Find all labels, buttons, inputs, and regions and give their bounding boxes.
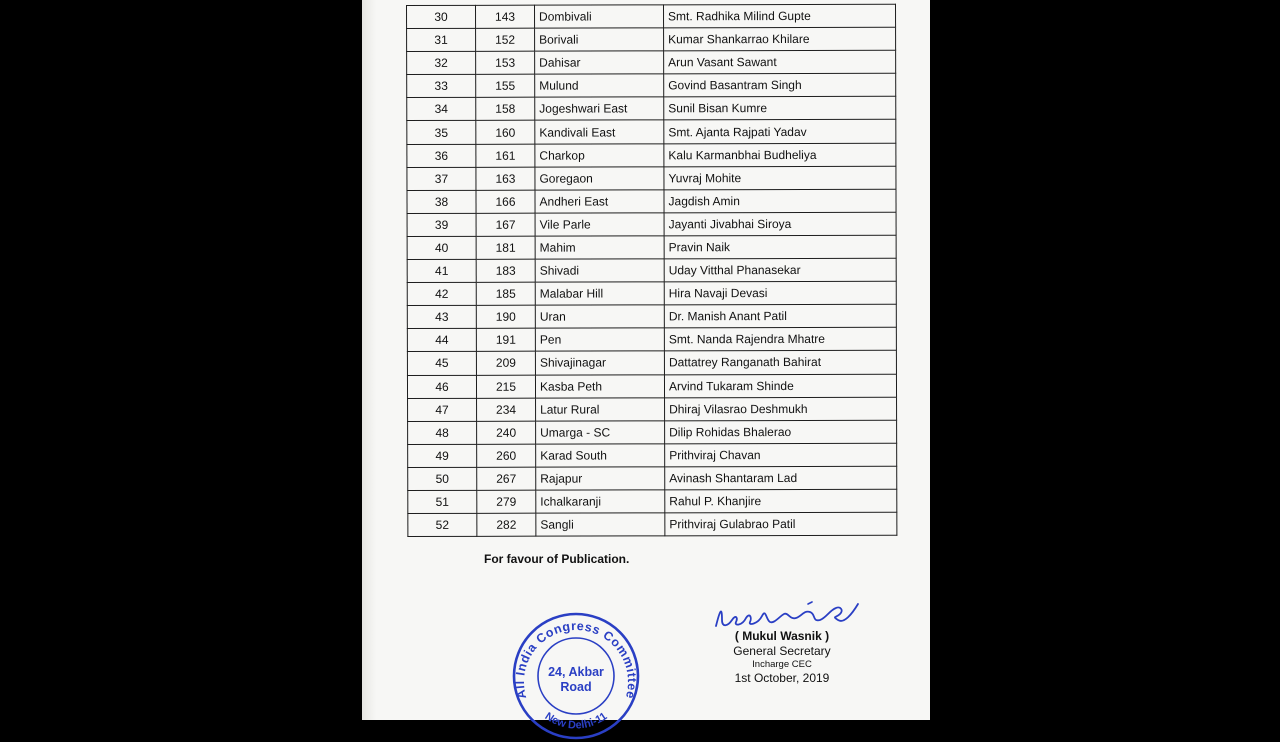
- ac-number-cell: 158: [476, 98, 535, 121]
- ac-number-cell: 185: [476, 282, 535, 305]
- constituency-cell: Rajapur: [536, 467, 665, 490]
- candidate-name-cell: Smt. Ajanta Rajpati Yadav: [664, 120, 896, 144]
- constituency-cell: Shivajinagar: [535, 351, 664, 374]
- constituency-cell: Ichalkaranji: [536, 490, 665, 513]
- constituency-cell: Pen: [535, 328, 664, 351]
- serial-number-cell: 46: [407, 375, 476, 398]
- candidate-table-body: [407, 4, 897, 536]
- table-row: [407, 50, 896, 74]
- ac-number-cell: 282: [477, 513, 536, 536]
- ac-number-cell: 234: [477, 398, 536, 421]
- constituency-cell: Uran: [535, 305, 664, 328]
- constituency-cell: Vile Parle: [535, 213, 664, 236]
- serial-number-cell: 51: [408, 490, 477, 513]
- ac-number-cell: 152: [476, 28, 535, 51]
- serial-number-cell: 32: [407, 52, 476, 75]
- candidate-name-cell: Arun Vasant Sawant: [664, 50, 896, 74]
- publication-note: For favour of Publication.: [484, 552, 630, 566]
- table-row: [408, 489, 897, 513]
- candidate-name-cell: Smt. Radhika Milind Gupte: [664, 4, 896, 28]
- candidate-name-cell: Dilip Rohidas Bhalerao: [665, 420, 897, 444]
- signatory-block: [722, 629, 842, 686]
- candidate-name-cell: Pravin Naik: [664, 235, 896, 259]
- candidate-name-cell: Prithviraj Gulabrao Patil: [665, 512, 897, 536]
- ac-number-cell: 215: [476, 375, 535, 398]
- serial-number-cell: 36: [407, 144, 476, 167]
- serial-number-cell: 42: [407, 282, 476, 305]
- signatory-name: ( Mukul Wasnik ): [734, 629, 830, 643]
- constituency-cell: Shivadi: [535, 259, 664, 282]
- ac-number-cell: 181: [476, 236, 535, 259]
- constituency-cell: Sangli: [536, 513, 665, 536]
- ac-number-cell: 143: [476, 5, 535, 28]
- constituency-cell: Kasba Peth: [535, 374, 664, 397]
- constituency-cell: Mulund: [535, 74, 664, 97]
- table-row: [407, 120, 896, 144]
- constituency-cell: Latur Rural: [536, 397, 665, 420]
- constituency-cell: Dahisar: [535, 51, 664, 74]
- table-row: [407, 328, 896, 352]
- candidate-name-cell: Arvind Tukaram Shinde: [664, 374, 896, 398]
- table-row: [407, 212, 896, 236]
- table-row: [407, 97, 896, 121]
- document-page: [362, 0, 930, 732]
- candidate-name-cell: Govind Basantram Singh: [664, 73, 896, 97]
- candidate-name-cell: Hira Navaji Devasi: [664, 281, 896, 305]
- candidate-name-cell: Dhiraj Vilasrao Deshmukh: [665, 397, 897, 421]
- stamp-ring-text: All India Congress Committee: [512, 618, 640, 701]
- constituency-cell: Borivali: [535, 28, 664, 51]
- constituency-cell: Andheri East: [535, 190, 664, 213]
- ac-number-cell: 209: [476, 352, 535, 375]
- signatory-role: General Secretary: [733, 644, 831, 658]
- candidate-table: [406, 4, 897, 537]
- table-row: [408, 466, 897, 490]
- serial-number-cell: 35: [407, 121, 476, 144]
- table-row: [408, 512, 897, 536]
- ac-number-cell: 267: [477, 467, 536, 490]
- ac-number-cell: 191: [476, 328, 535, 351]
- ac-number-cell: 166: [476, 190, 535, 213]
- serial-number-cell: 45: [407, 352, 476, 375]
- serial-number-cell: 48: [408, 421, 477, 444]
- table-row: [407, 27, 896, 51]
- serial-number-cell: 52: [408, 513, 477, 536]
- serial-number-cell: 37: [407, 167, 476, 190]
- serial-number-cell: 31: [407, 28, 476, 51]
- ac-number-cell: 161: [476, 144, 535, 167]
- stamp-bottom-text: New Delhi-11: [542, 710, 610, 732]
- table-row: [408, 397, 897, 421]
- table-row: [407, 73, 896, 97]
- constituency-cell: Mahim: [535, 236, 664, 259]
- constituency-cell: Umarga - SC: [536, 421, 665, 444]
- ac-number-cell: 153: [476, 51, 535, 74]
- candidate-name-cell: Rahul P. Khanjire: [665, 489, 897, 513]
- table-row: [407, 189, 896, 213]
- stamp-center-line1: 24, Akbar: [548, 665, 604, 679]
- constituency-cell: Karad South: [536, 444, 665, 467]
- ac-number-cell: 155: [476, 74, 535, 97]
- serial-number-cell: 33: [407, 75, 476, 98]
- constituency-cell: Goregaon: [535, 166, 664, 189]
- candidate-name-cell: Dattatrey Ranganath Bahirat: [664, 351, 896, 375]
- constituency-cell: Jogeshwari East: [535, 97, 664, 120]
- serial-number-cell: 43: [407, 306, 476, 329]
- serial-number-cell: 34: [407, 98, 476, 121]
- table-row: [407, 258, 896, 282]
- serial-number-cell: 47: [408, 398, 477, 421]
- stamp-center-line2: Road: [560, 680, 592, 694]
- candidate-name-cell: Jayanti Jivabhai Siroya: [664, 212, 896, 236]
- constituency-cell: Charkop: [535, 143, 664, 166]
- table-row: [407, 4, 896, 28]
- candidate-name-cell: Kalu Karmanbhai Budheliya: [664, 143, 896, 167]
- candidate-name-cell: Dr. Manish Anant Patil: [664, 304, 896, 328]
- table-row: [407, 351, 896, 375]
- constituency-cell: Dombivali: [535, 5, 664, 28]
- table-row: [407, 235, 896, 259]
- candidate-name-cell: Smt. Nanda Rajendra Mhatre: [664, 328, 896, 352]
- candidate-name-cell: Avinash Shantaram Lad: [665, 466, 897, 490]
- official-stamp: [510, 610, 642, 742]
- ac-number-cell: 167: [476, 213, 535, 236]
- table-row: [408, 420, 897, 444]
- serial-number-cell: 38: [407, 190, 476, 213]
- ac-number-cell: 183: [476, 259, 535, 282]
- constituency-cell: Kandivali East: [535, 120, 664, 143]
- serial-number-cell: 49: [408, 444, 477, 467]
- serial-number-cell: 44: [407, 329, 476, 352]
- candidate-name-cell: Sunil Bisan Kumre: [664, 97, 896, 121]
- table-row: [407, 304, 896, 328]
- ac-number-cell: 190: [476, 305, 535, 328]
- ac-number-cell: 160: [476, 121, 535, 144]
- serial-number-cell: 50: [408, 467, 477, 490]
- serial-number-cell: 41: [407, 259, 476, 282]
- constituency-cell: Malabar Hill: [535, 282, 664, 305]
- table-row: [407, 143, 896, 167]
- serial-number-cell: 40: [407, 236, 476, 259]
- document-date: 1st October, 2019: [734, 670, 830, 685]
- serial-number-cell: 30: [407, 5, 476, 28]
- candidate-name-cell: Kumar Shankarrao Khilare: [664, 27, 896, 51]
- candidate-name-cell: Prithviraj Chavan: [665, 443, 897, 467]
- table-row: [407, 281, 896, 305]
- candidate-name-cell: Uday Vitthal Phanasekar: [664, 258, 896, 282]
- table-row: [408, 443, 897, 467]
- candidate-name-cell: Jagdish Amin: [664, 189, 896, 213]
- table-row: [407, 374, 896, 398]
- serial-number-cell: 39: [407, 213, 476, 236]
- table-row: [407, 166, 896, 190]
- ac-number-cell: 279: [477, 490, 536, 513]
- signatory-sub-role: Incharge CEC: [752, 659, 812, 670]
- ac-number-cell: 260: [477, 444, 536, 467]
- candidate-name-cell: Yuvraj Mohite: [664, 166, 896, 190]
- ac-number-cell: 163: [476, 167, 535, 190]
- ac-number-cell: 240: [477, 421, 536, 444]
